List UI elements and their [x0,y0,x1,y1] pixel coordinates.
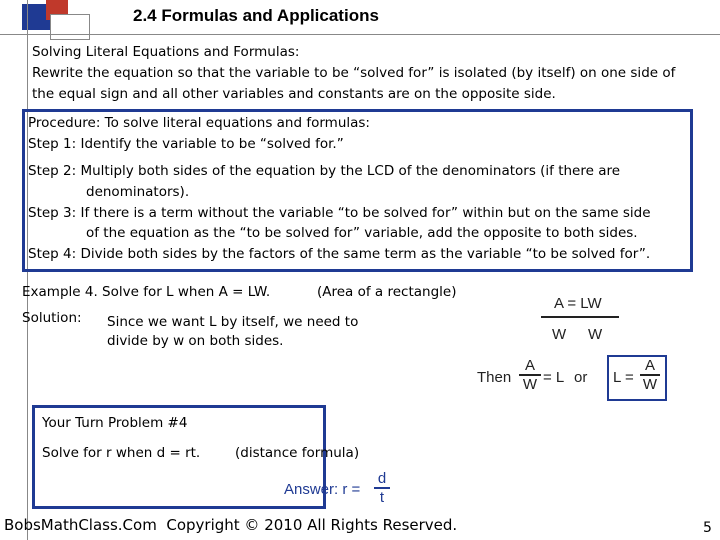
logo-square-outline [50,14,90,40]
solution-line-2: divide by w on both sides. [107,333,284,349]
answer-fraction [374,470,390,506]
your-turn-heading: Your Turn Problem #4 [42,415,188,431]
step-4: Step 4: Divide both sides by the factors of the same term as the variable “to be solved for”. [28,246,651,262]
your-turn-box [32,405,360,509]
step-2: Step 2: Multiply both sides of the equation by the LCD of the denominators (if there are [28,163,621,179]
example-note: (Area of a rectangle) [317,284,457,300]
result-denominator: W [642,375,658,393]
equation-area: A = LW [554,295,602,312]
fraction-a-over-w [519,357,541,393]
divide-line [541,316,619,318]
slide-title: 2.4 Formulas and Applications [133,6,379,25]
procedure-heading: Procedure: To solve literal equations and formulas: [28,115,370,131]
answer-label: Answer: r = [284,481,361,498]
your-turn-note: (distance formula) [235,445,360,461]
example-problem: Example 4. Solve for L when A = LW. [22,284,271,300]
intro-heading: Solving Literal Equations and Formulas: [32,44,300,60]
then-label: Then [477,369,512,386]
footer [4,516,457,534]
step-3: Step 3: If there is a term without the variable “to be solved for” within but on the same side [28,205,651,221]
intro-line-1: Rewrite the equation so that the variable to be “solved for” is isolated (by itself) on one side of [32,65,676,81]
step-3-cont: of the equation as the “to be solved for” variable, add the opposite to both sides. [86,225,638,241]
intro-line-2: the equal sign and all other variables and constants are on the opposite side. [32,86,556,102]
answer-denominator: t [379,488,385,506]
equals-l: = L [543,369,565,386]
footer-copyright: Copyright © 2010 All Rights Reserved. [166,516,458,534]
solution-label: Solution: [22,310,82,326]
your-turn-problem: Solve for r when d = rt. [42,445,201,461]
page-number: 5 [703,520,712,536]
header-rule [0,34,720,35]
l-equals: L = [613,369,634,386]
footer-site: BobsMathClass.Com [4,516,157,534]
solution-line-1: Since we want L by itself, we need to [107,314,359,330]
divisor-right: W [588,326,603,343]
fraction-numerator: A [524,357,535,374]
procedure-box [22,109,693,272]
result-fraction [640,357,660,393]
step-1: Step 1: Identify the variable to be “solved for.” [28,136,344,152]
step-2-cont: denominators). [86,184,190,200]
answer-numerator: d [377,470,387,487]
or-label: or [574,369,588,386]
result-numerator: A [644,357,655,374]
divisor-left: W [552,326,567,343]
fraction-denominator: W [522,375,538,393]
